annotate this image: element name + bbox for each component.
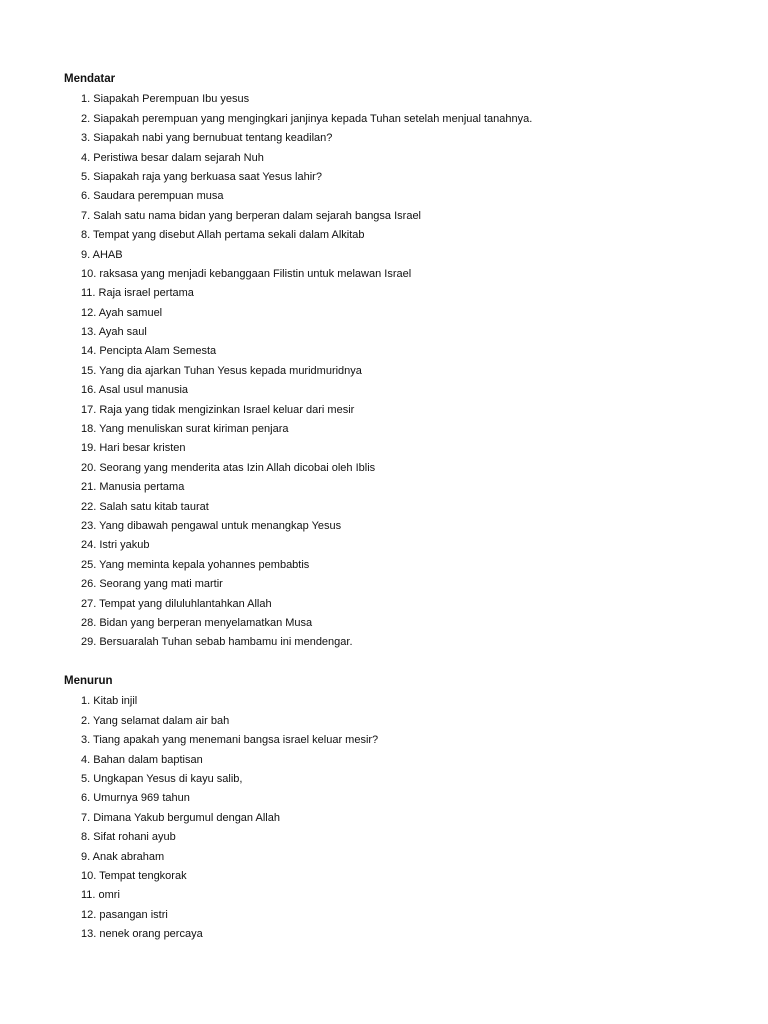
list-item: 11. omri <box>81 889 120 902</box>
list-item: 25. Yang meminta kepala yohannes pembabtis <box>81 558 310 571</box>
list-item: 4. Peristiwa besar dalam sejarah Nuh <box>81 151 264 164</box>
list-item: 21. Manusia pertama <box>81 481 185 494</box>
list-item: 15. Yang dia ajarkan Tuhan Yesus kepada muridmuridnya <box>81 364 362 377</box>
list-item: 28. Bidan yang berperan menyelamatkan Musa <box>81 616 313 629</box>
list-item: 18. Yang menuliskan surat kiriman penjara <box>81 423 289 436</box>
list-item: 6. Umurnya 969 tahun <box>81 792 190 805</box>
down-heading: Menurun <box>64 675 113 687</box>
down-section <box>64 673 744 944</box>
list-item: 8. Sifat rohani ayub <box>81 831 176 844</box>
list-item: 16. Asal usul manusia <box>81 384 189 397</box>
list-item: 7. Salah satu nama bidan yang berperan dalam sejarah bangsa Israel <box>81 209 422 222</box>
list-item: 8. Tempat yang disebut Allah pertama sekali dalam Alkitab <box>81 229 365 242</box>
list-item: 2. Yang selamat dalam air bah <box>81 714 230 727</box>
list-item: 1. Siapakah Perempuan Ibu yesus <box>81 93 250 106</box>
list-item: 3. Tiang apakah yang menemani bangsa israel keluar mesir? <box>81 734 379 747</box>
list-item: 17. Raja yang tidak mengizinkan Israel keluar dari mesir <box>81 403 355 416</box>
list-item: 22. Salah satu kitab taurat <box>81 500 209 513</box>
list-item: 20. Seorang yang menderita atas Izin Allah dicobai oleh Iblis <box>81 461 376 474</box>
list-item: 24. Istri yakub <box>81 539 150 552</box>
list-item: 7. Dimana Yakub bergumul dengan Allah <box>81 811 280 824</box>
list-item: 13. nenek orang percaya <box>81 928 203 941</box>
list-item: 13. Ayah saul <box>81 326 147 339</box>
list-item: 26. Seorang yang mati martir <box>81 578 223 591</box>
list-item: 5. Siapakah raja yang berkuasa saat Yesus lahir? <box>81 170 322 183</box>
list-item: 29. Bersuaralah Tuhan sebab hambamu ini mendengar. <box>81 636 353 649</box>
list-item: 23. Yang dibawah pengawal untuk menangkap Yesus <box>81 519 342 532</box>
list-item: 27. Tempat yang diluluhlantahkan Allah <box>81 597 272 610</box>
list-item: 3. Siapakah nabi yang bernubuat tentang keadilan? <box>81 132 333 145</box>
down-list <box>64 692 744 944</box>
list-item: 1. Kitab injil <box>81 695 138 708</box>
across-section <box>64 71 744 653</box>
list-item: 14. Pencipta Alam Semesta <box>81 345 217 358</box>
list-item: 12. Ayah samuel <box>81 306 163 319</box>
list-item: 6. Saudara perempuan musa <box>81 190 224 203</box>
list-item: 9. Anak abraham <box>81 850 165 863</box>
list-item: 2. Siapakah perempuan yang mengingkari janjinya kepada Tuhan setelah menjual tanahnya. <box>81 112 533 125</box>
list-item: 5. Ungkapan Yesus di kayu salib, <box>81 772 243 785</box>
list-item: 9. AHAB <box>81 248 123 261</box>
list-item: 11. Raja israel pertama <box>81 287 194 300</box>
list-item: 12. pasangan istri <box>81 908 168 921</box>
list-item: 19. Hari besar kristen <box>81 442 186 455</box>
across-list <box>64 90 744 652</box>
list-item: 10. raksasa yang menjadi kebanggaan Filistin untuk melawan Israel <box>81 267 412 280</box>
list-item: 10. Tempat tengkorak <box>81 869 187 882</box>
across-heading: Mendatar <box>64 73 116 85</box>
list-item: 4. Bahan dalam baptisan <box>81 753 203 766</box>
